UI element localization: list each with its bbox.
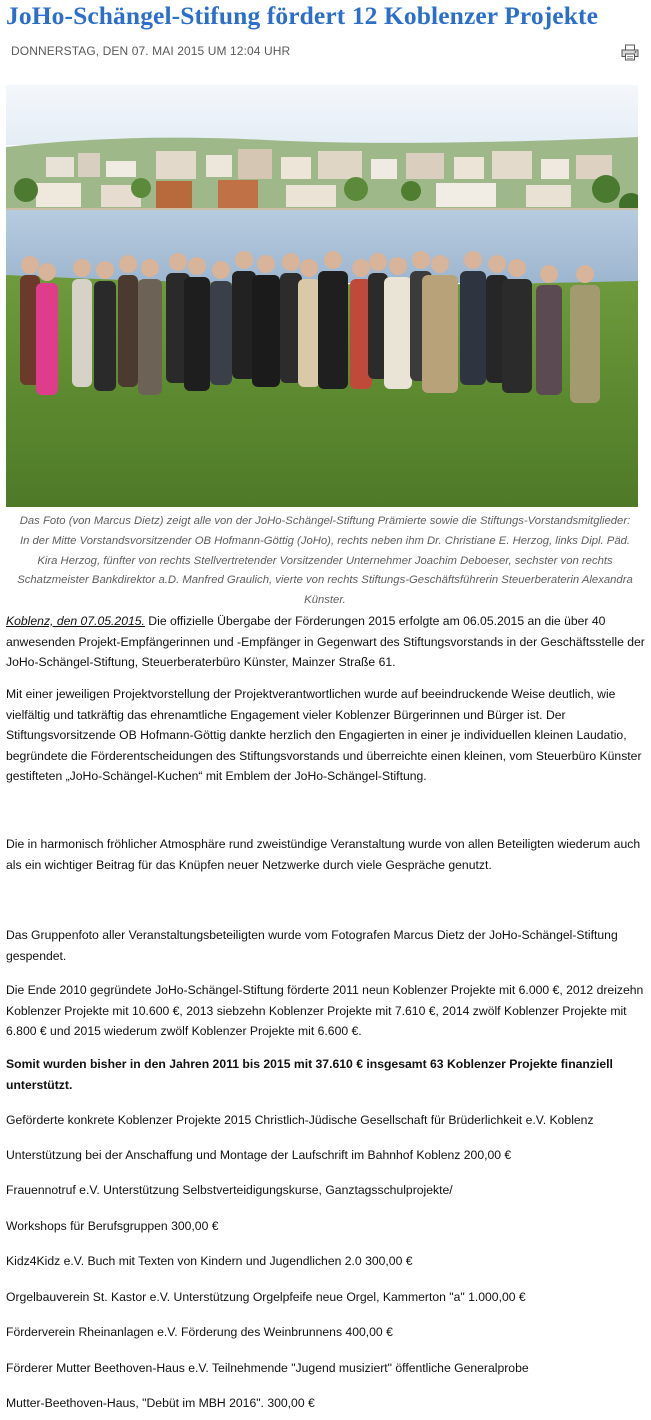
group-photo bbox=[6, 85, 638, 507]
paragraph-5: Die Ende 2010 gegründete JoHo-Schängel-Stiftung förderte 2011 neun Koblenzer Projekte mit 6.000 €, 2012 dreizehn Koblenzer Projekte mit 10.600 €, 2013 siebzehn Koblenzer Projekte mit 7.610 €, 2014 zwölf Koblenzer Projekte mit 6.800 € und 2015 wiederum zwölf Koblenzer Projekte mit 6.600 €. bbox=[6, 983, 644, 1038]
article-date: DONNERSTAG, DEN 07. MAI 2015 UM 12:04 UHR bbox=[11, 44, 291, 58]
paragraph-2: Mit einer jeweiligen Projektvorstellung der Projektverantwortlichen wurde auf beeindruckende Weise deutlich, wie vielfältig und tatkräftig das ehrenamtliche Engagement vieler Koblenzer Bürgerinnen und Bürger ist. Der Stiftungsvorsitzende OB Hofmann-Göttig dankte herzlich den Engagierten in einer je individuellen kleinen Laudatio, begründete die Förderentscheidungen des Stiftungsvorstands und überreichte einen kleinen, vom Steuerbüro Künster gestifteten „JoHo-Schängel-Kuchen“ mit Emblem der JoHo-Schängel-Stiftung. bbox=[6, 687, 642, 783]
paragraph-6-summary: Somit wurden bisher in den Jahren 2011 bis 2015 mit 37.610 € insgesamt 63 Koblenzer Projekte finanziell unterstützt. bbox=[6, 1057, 613, 1092]
lead-text: Die offizielle Übergabe der Förderungen 2015 erfolgte am 06.05.2015 an die über 40 anwesenden Projekt-Empfängerinnen und -Empfänger in Gegenwart des Stiftungsvorstands in der Geschäftsstelle der JoHo-Schängel-Stiftung, Steuerberaterbüro Künster, Mainzer Straße 61. bbox=[6, 614, 645, 669]
project-line: Unterstützung bei der Anschaffung und Montage der Laufschrift im Bahnhof Koblenz 200,00 € bbox=[6, 1148, 512, 1162]
lead-date: Koblenz, den 07.05.2015. bbox=[6, 614, 145, 628]
project-line: Mutter-Beethoven-Haus, "Debüt im MBH 2016". 300,00 € bbox=[6, 1396, 315, 1410]
lead-paragraph bbox=[6, 611, 649, 673]
project-line: Workshops für Berufsgruppen 300,00 € bbox=[6, 1219, 219, 1233]
project-line: Orgelbauverein St. Kastor e.V. Unterstützung Orgelpfeife neue Orgel, Kammerton "a" 1.000,00 € bbox=[6, 1290, 526, 1304]
article-title: JoHo-Schängel-Stifung fördert 12 Koblenzer Projekte bbox=[6, 1, 598, 30]
project-line: Förderer Mutter Beethoven-Haus e.V. Teilnehmende "Jugend musiziert" öffentliche Generalprobe bbox=[6, 1361, 529, 1375]
paragraph-3: Die in harmonisch fröhlicher Atmosphäre rund zweistündige Veranstaltung wurde von allen Beteiligten wiederum auch als ein wichtiger Beitrag für das Knüpfen neuer Netzwerke durch viele Gespräche genutzt. bbox=[6, 837, 641, 872]
project-line: Geförderte konkrete Koblenzer Projekte 2015 Christlich-Jüdische Gesellschaft für Brüderlichkeit e.V. Koblenz bbox=[6, 1113, 594, 1127]
people-group bbox=[20, 251, 600, 403]
project-line: Förderverein Rheinanlagen e.V. Förderung des Weinbrunnens 400,00 € bbox=[6, 1325, 393, 1339]
project-line: Kidz4Kidz e.V. Buch mit Texten von Kindern und Jugendlichen 2.0 300,00 € bbox=[6, 1254, 413, 1268]
project-line: Frauennotruf e.V. Unterstützung Selbstverteidigungskurse, Ganztagsschulprojekte/ bbox=[6, 1183, 453, 1197]
paragraph-4: Das Gruppenfoto aller Veranstaltungsbeteiligten wurde vom Fotografen Marcus Dietz der JoHo-Schängel-Stiftung gespendet. bbox=[6, 928, 618, 963]
photo-caption: Das Foto (von Marcus Dietz) zeigt alle von der JoHo-Schängel-Stiftung Prämierte sowie die Stiftungs-Vorstandsmitglieder: In der Mitte Vorstandsvorsitzender OB Hofmann-Göttig (JoHo), rechts neben ihm Dr. Christiane E. Herzog, links Dipl. Päd. Kira Herzog, fünfter von rechts Stellvertretender Vorsitzender Unternehmer Joachim Deboeser, sechster von rechts Schatzmeister Bankdirektor a.D. Manfred Graulich, vierte von rechts Stiftungs-Geschäftsführerin Steuerberaterin Alexandra Künster. bbox=[17, 515, 633, 607]
printer-icon[interactable] bbox=[621, 44, 639, 61]
